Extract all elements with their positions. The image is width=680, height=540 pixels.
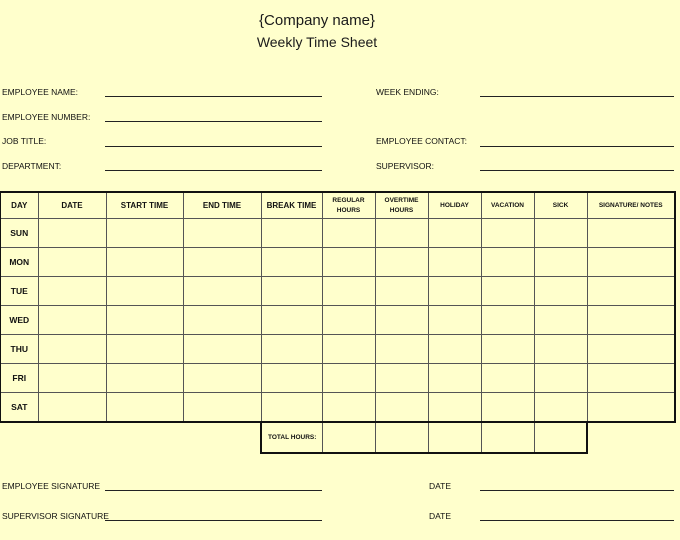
start-time-cell[interactable] [106,393,183,423]
day-cell: MON [0,248,38,277]
week-ending-field[interactable] [480,96,674,97]
holiday-cell[interactable] [428,393,481,423]
signature-notes-cell[interactable] [587,277,675,306]
day-cell: WED [0,306,38,335]
holiday-cell[interactable] [428,219,481,248]
table-row [0,364,675,393]
vacation-cell[interactable] [481,306,534,335]
header-end-time: END TIME [183,192,261,219]
sick-cell[interactable] [534,335,587,364]
start-time-cell[interactable] [106,364,183,393]
employee-name-label: EMPLOYEE NAME: [2,87,79,97]
employee-name-field[interactable] [105,96,322,97]
vacation-cell[interactable] [481,277,534,306]
regular-hours-cell[interactable] [322,364,375,393]
start-time-cell[interactable] [106,306,183,335]
sick-cell[interactable] [534,248,587,277]
header-overtime-hours: OVERTIME HOURS [375,192,428,219]
signature-notes-cell[interactable] [587,248,675,277]
sick-cell[interactable] [534,219,587,248]
start-time-cell[interactable] [106,219,183,248]
overtime-hours-cell[interactable] [375,306,428,335]
total-vacation-cell[interactable] [481,422,534,453]
overtime-hours-cell[interactable] [375,335,428,364]
signature-notes-cell[interactable] [587,306,675,335]
header-break-time: BREAK TIME [261,192,322,219]
signature-notes-cell[interactable] [587,335,675,364]
vacation-cell[interactable] [481,393,534,423]
signature-notes-cell[interactable] [587,393,675,423]
vacation-cell[interactable] [481,219,534,248]
regular-hours-cell[interactable] [322,335,375,364]
overtime-hours-cell[interactable] [375,277,428,306]
job-title-field[interactable] [105,146,322,147]
total-regular-hours-cell[interactable] [322,422,375,453]
regular-hours-cell[interactable] [322,248,375,277]
break-time-cell[interactable] [261,335,322,364]
total-holiday-cell[interactable] [428,422,481,453]
vacation-cell[interactable] [481,335,534,364]
end-time-cell[interactable] [183,306,261,335]
day-cell: SAT [0,393,38,423]
department-field[interactable] [105,170,322,171]
break-time-cell[interactable] [261,277,322,306]
end-time-cell[interactable] [183,393,261,423]
end-time-cell[interactable] [183,364,261,393]
total-overtime-hours-cell[interactable] [375,422,428,453]
regular-hours-cell[interactable] [322,277,375,306]
vacation-cell[interactable] [481,248,534,277]
employee-contact-label: EMPLOYEE CONTACT: [376,136,467,146]
sick-cell[interactable] [534,364,587,393]
break-time-cell[interactable] [261,306,322,335]
sick-cell[interactable] [534,306,587,335]
break-time-cell[interactable] [261,393,322,423]
break-time-cell[interactable] [261,364,322,393]
week-ending-label: WEEK ENDING: [376,87,439,97]
holiday-cell[interactable] [428,335,481,364]
job-title-label: JOB TITLE: [2,136,47,146]
end-time-cell[interactable] [183,277,261,306]
employee-contact-field[interactable] [480,146,674,147]
department-label: DEPARTMENT: [2,161,62,171]
header-start-time: START TIME [106,192,183,219]
header-day: DAY [0,192,38,219]
company-name: {Company name} [259,12,375,29]
employee-number-field[interactable] [105,121,322,122]
start-time-cell[interactable] [106,248,183,277]
supervisor-field[interactable] [480,170,674,171]
table-row [0,335,675,364]
supervisor-signature-date-label: DATE [429,511,452,521]
supervisor-signature-label: SUPERVISOR SIGNATURE [2,511,109,521]
table-row [0,393,675,423]
header-date: DATE [38,192,106,219]
break-time-cell[interactable] [261,219,322,248]
header-regular-hours: REGULAR HOURS [322,192,375,219]
start-time-cell[interactable] [106,335,183,364]
end-time-cell[interactable] [183,335,261,364]
overtime-hours-cell[interactable] [375,364,428,393]
vacation-cell[interactable] [481,364,534,393]
day-cell: SUN [0,219,38,248]
overtime-hours-cell[interactable] [375,248,428,277]
holiday-cell[interactable] [428,248,481,277]
employee-signature-date-label: DATE [429,481,452,491]
regular-hours-cell[interactable] [322,393,375,423]
holiday-cell[interactable] [428,277,481,306]
date-cell[interactable] [38,335,106,364]
date-cell[interactable] [38,393,106,423]
table-row [0,248,675,277]
day-cell: FRI [0,364,38,393]
date-cell[interactable] [38,248,106,277]
day-cell: THU [0,335,38,364]
start-time-cell[interactable] [106,277,183,306]
employee-signature-date-field[interactable] [480,490,674,491]
holiday-cell[interactable] [428,306,481,335]
holiday-cell[interactable] [428,364,481,393]
break-time-cell[interactable] [261,248,322,277]
supervisor-signature-field[interactable] [105,520,322,521]
sick-cell[interactable] [534,277,587,306]
end-time-cell[interactable] [183,248,261,277]
total-row [0,422,675,453]
employee-signature-label: EMPLOYEE SIGNATURE [2,481,101,491]
table-row [0,277,675,306]
regular-hours-cell[interactable] [322,219,375,248]
sick-cell[interactable] [534,393,587,423]
table-row [0,306,675,335]
date-cell[interactable] [38,277,106,306]
header-holiday: HOLIDAY [428,192,481,219]
total-sick-cell[interactable] [534,422,587,453]
day-cell: TUE [0,277,38,306]
signature-notes-cell[interactable] [587,219,675,248]
table-row [0,219,675,248]
header-sick: SICK [534,192,587,219]
date-cell[interactable] [38,364,106,393]
employee-number-label: EMPLOYEE NUMBER: [2,112,91,122]
regular-hours-cell[interactable] [322,306,375,335]
date-cell[interactable] [38,306,106,335]
overtime-hours-cell[interactable] [375,393,428,423]
overtime-hours-cell[interactable] [375,219,428,248]
time-sheet-table [0,191,676,454]
signature-notes-cell[interactable] [587,364,675,393]
end-time-cell[interactable] [183,219,261,248]
date-cell[interactable] [38,219,106,248]
header-vacation: VACATION [481,192,534,219]
header-signature-notes: SIGNATURE/ NOTES [587,192,675,219]
total-hours-label: TOTAL HOURS: [261,422,322,453]
supervisor-label: SUPERVISOR: [376,161,434,171]
sheet-title: Weekly Time Sheet [256,34,378,50]
employee-signature-field[interactable] [105,490,322,491]
supervisor-signature-date-field[interactable] [480,520,674,521]
